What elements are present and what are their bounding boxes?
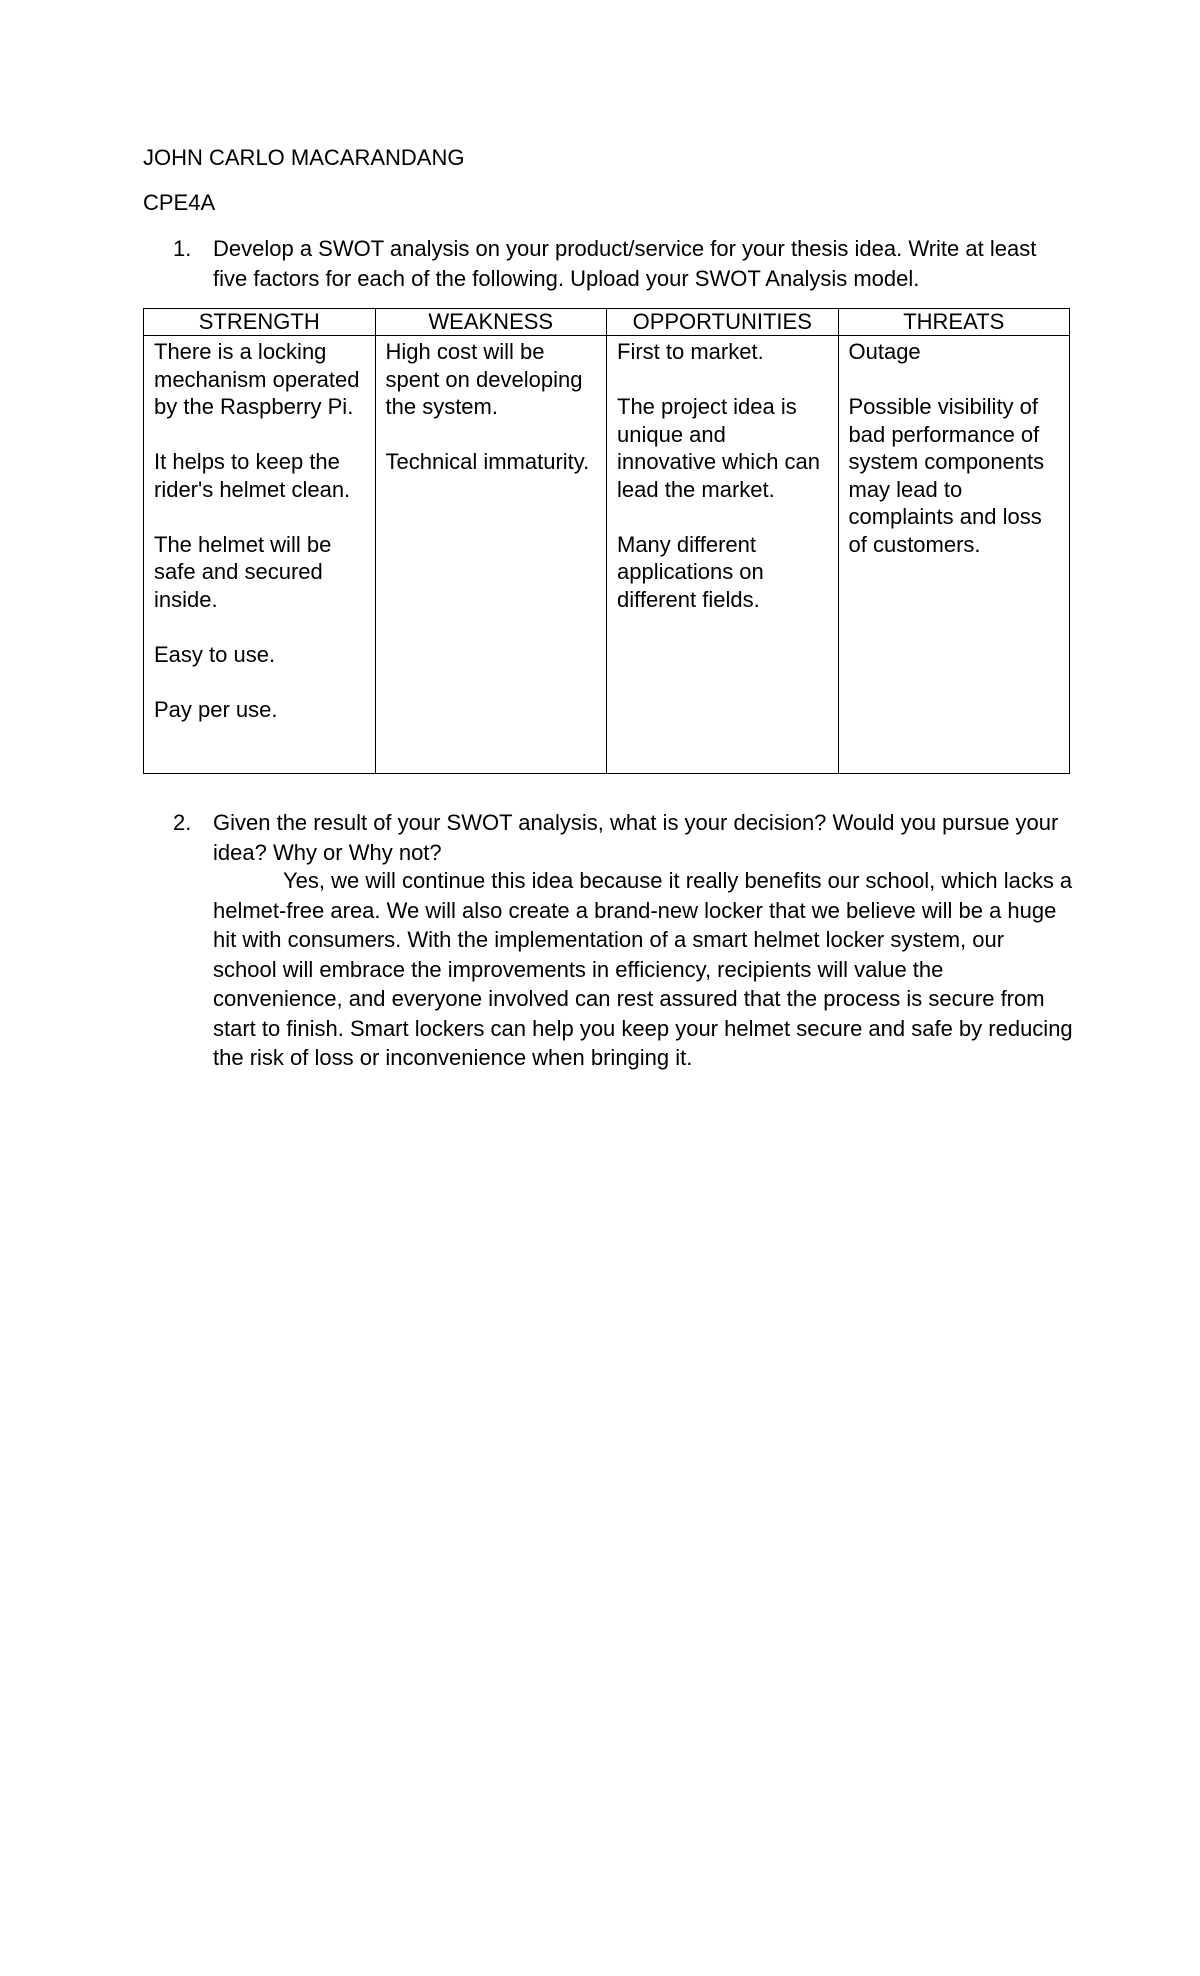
strength-item: Easy to use. bbox=[154, 641, 276, 667]
question-2-text: Given the result of your SWOT analysis, what is your decision? Would you pursue your idea? Why or Why not? bbox=[213, 810, 1059, 865]
strength-item: The helmet will be safe and secured inside. bbox=[154, 531, 332, 612]
class-section: CPE4A bbox=[143, 190, 216, 215]
swot-body-row bbox=[144, 336, 1070, 774]
weakness-item: High cost will be spent on developing the system. bbox=[385, 339, 583, 419]
threat-item: Outage bbox=[848, 339, 921, 364]
question-1-number: 1. bbox=[173, 236, 192, 261]
answer-paragraph: Yes, we will continue this idea because it really benefits our school, which lacks a helmet-free area. We will also create a brand-new locker that we believe will be a huge hit with consumers. With the implementation of a smart helmet locker system, our school will embrace the improvements in efficiency, recipients will value the convenience, and everyone involved can rest assured that the process is secure from start to finish. Smart lockers can help you keep your helmet secure and safe by reducing the risk of loss or inconvenience when bringing it. bbox=[213, 868, 1073, 1070]
question-2-number: 2. bbox=[173, 810, 192, 835]
header-threats: THREATS bbox=[838, 309, 1070, 336]
opportunity-item: The project idea is unique and innovative which can lead the market. bbox=[617, 394, 821, 502]
student-name: JOHN CARLO MACARANDANG bbox=[143, 145, 465, 170]
swot-header-row bbox=[144, 309, 1070, 336]
header-opportunities: OPPORTUNITIES bbox=[607, 309, 839, 336]
opportunity-item: First to market. bbox=[617, 339, 764, 364]
weakness-item: Technical immaturity. bbox=[385, 449, 590, 474]
threat-item: Possible visibility of bad performance of system components may lead to complaints and loss of customers. bbox=[848, 394, 1045, 557]
strength-item: It helps to keep the rider's helmet clean. bbox=[154, 449, 351, 502]
swot-table bbox=[143, 308, 1070, 774]
opportunity-item: Many different applications on different fields. bbox=[617, 531, 764, 612]
weakness-cell bbox=[375, 336, 607, 774]
strength-item: There is a locking mechanism operated by the Raspberry Pi. bbox=[154, 339, 360, 419]
strength-item: Pay per use. bbox=[154, 696, 278, 722]
header-weakness: WEAKNESS bbox=[375, 309, 607, 336]
strength-cell bbox=[144, 336, 376, 774]
threats-cell bbox=[838, 336, 1070, 774]
opportunities-cell bbox=[607, 336, 839, 774]
header-strength: STRENGTH bbox=[144, 309, 376, 336]
question-1-text: Develop a SWOT analysis on your product/service for your thesis idea. Write at least five factors for each of the following. Upload your SWOT Analysis model. bbox=[213, 236, 1037, 291]
